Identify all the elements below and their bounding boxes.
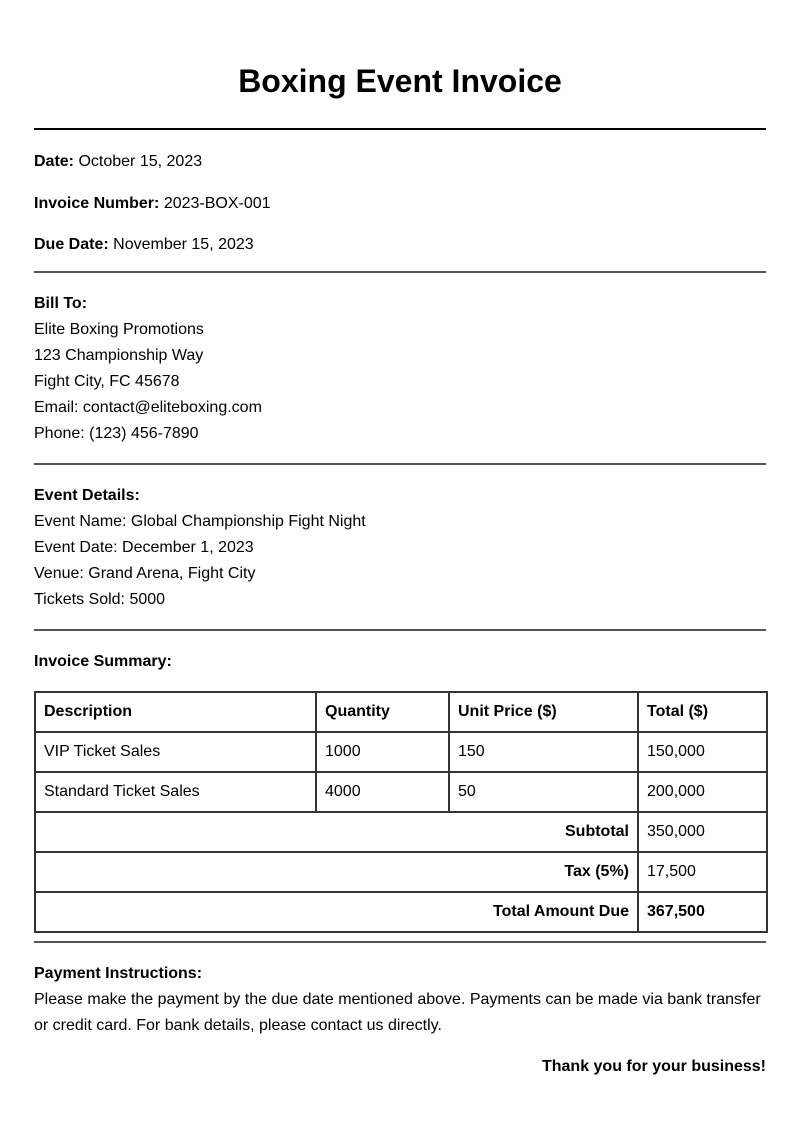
table-cell: 150 [449,732,638,772]
tax-value: 17,500 [638,852,767,892]
table-row [35,772,767,812]
column-header: Description [35,692,316,732]
table-row [35,732,767,772]
event-details-heading: Event Details: [34,487,140,504]
thank-you-note: Thank you for your business! [541,1058,766,1075]
bill-to-line: 123 Championship Way [34,347,204,364]
table-cell: 50 [449,772,638,812]
invoice-summary-heading: Invoice Summary: [34,653,172,670]
payment-section [34,943,766,1039]
table-cell: 4000 [316,772,449,812]
bill-to-line: Fight City, FC 45678 [34,373,180,390]
due-date-label: Due Date: [34,236,109,253]
subtotal-label: Subtotal [35,812,638,852]
payment-text: Please make the payment by the due date mentioned above. Payments can be made via bank transfer or credit card. For bank details, please contact us directly. [34,991,761,1034]
bill-to-line: Email: contact@eliteboxing.com [34,399,262,416]
table-cell: 200,000 [638,772,767,812]
event-details-section [34,465,766,629]
payment-heading: Payment Instructions: [34,965,203,982]
invoice-number-line [34,191,766,217]
bill-to-line: Phone: (123) 456-7890 [34,425,199,442]
invoice-table [34,691,768,933]
table-cell: Standard Ticket Sales [35,772,316,812]
total-label: Total Amount Due [35,892,638,932]
bill-to-section [34,273,766,463]
invoice-number-label: Invoice Number: [34,194,160,212]
date-label: Date: [34,153,75,170]
column-header: Total ($) [638,692,767,732]
event-detail-line: Event Date: December 1, 2023 [34,539,254,556]
date-line [34,149,766,175]
subtotal-row [35,812,767,852]
due-date-line [34,232,766,258]
total-value: 367,500 [638,892,767,932]
column-header: Quantity [316,692,449,732]
subtotal-value: 350,000 [638,812,767,852]
table-header-row [35,692,767,732]
due-date-value: November 15, 2023 [113,236,254,253]
event-detail-line: Event Name: Global Championship Fight Night [34,513,366,530]
tax-row [35,852,767,892]
table-cell: 150,000 [638,732,767,772]
table-cell: 1000 [316,732,449,772]
tax-label: Tax (5%) [35,852,638,892]
page-title: Boxing Event Invoice [238,63,562,99]
bill-to-heading: Bill To: [34,295,88,312]
invoice-meta [34,130,766,271]
event-detail-line: Venue: Grand Arena, Fight City [34,565,256,582]
column-header: Unit Price ($) [449,692,638,732]
invoice-summary-section [34,631,766,933]
event-detail-line: Tickets Sold: 5000 [34,591,166,608]
total-row [35,892,767,932]
date-value: October 15, 2023 [78,153,203,170]
bill-to-line: Elite Boxing Promotions [34,321,204,338]
table-cell: VIP Ticket Sales [35,732,316,772]
invoice-number-value: 2023-BOX-001 [163,194,271,212]
